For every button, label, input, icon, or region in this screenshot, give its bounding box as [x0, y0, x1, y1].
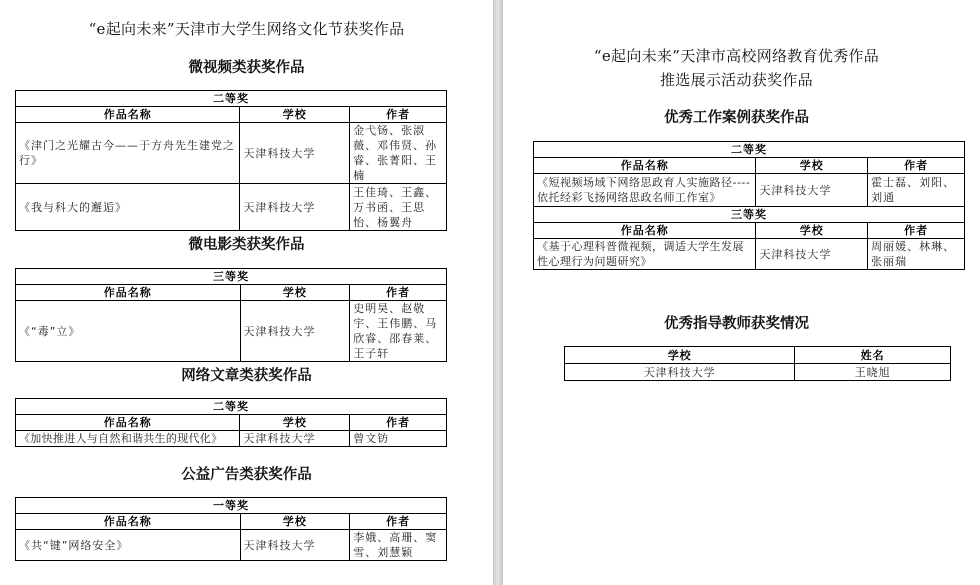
work-case-award-table [533, 141, 965, 270]
table-row [534, 239, 965, 270]
award-level: 二等奖 [16, 399, 447, 415]
col-header-work: 作品名称 [16, 285, 241, 301]
section-heading-public-ad: 公益广告类获奖作品 [181, 467, 312, 483]
col-header-work: 作品名称 [16, 107, 240, 123]
table-row [16, 530, 447, 561]
instructor-award-table [564, 346, 951, 381]
school-name: 天津科技大学 [565, 364, 795, 381]
table-row [16, 431, 447, 447]
col-header-school: 学校 [240, 107, 350, 123]
col-header-work: 作品名称 [16, 415, 240, 431]
micro-video-award-table [15, 90, 447, 231]
table-row [16, 301, 447, 362]
col-header-author: 作者 [868, 223, 965, 239]
table-row [534, 174, 965, 207]
school-name: 天津科技大学 [240, 123, 350, 184]
section-heading-online-article: 网络文章类获奖作品 [181, 368, 312, 384]
award-level: 二等奖 [534, 142, 965, 158]
work-title: 《短视频场域下网络思政育人实施路径----依托经彩飞扬网络思政名师工作室》 [534, 174, 756, 207]
author-list: 李娥、高珊、窦雪、刘慧颖 [350, 530, 447, 561]
table-row [565, 364, 951, 381]
col-header-author: 作者 [350, 514, 447, 530]
col-header-author: 作者 [350, 285, 447, 301]
col-header-author: 作者 [350, 415, 447, 431]
school-name: 天津科技大学 [240, 184, 350, 231]
work-title: 《我与科大的邂逅》 [16, 184, 240, 231]
col-header-school: 学校 [240, 415, 350, 431]
col-header-school: 学校 [756, 223, 868, 239]
online-article-award-table [15, 398, 447, 447]
col-header-author: 作者 [350, 107, 447, 123]
author-list: 曾文钫 [350, 431, 447, 447]
page-title-line2: 推选展示活动获奖作品 [659, 71, 813, 89]
work-title: 《加快推进人与自然和谐共生的现代化》 [16, 431, 240, 447]
section-heading-micro-video: 微视频类获奖作品 [188, 60, 305, 76]
col-header-work: 作品名称 [16, 514, 241, 530]
micro-film-award-table [15, 268, 447, 362]
col-header-work: 作品名称 [534, 223, 756, 239]
school-name: 天津科技大学 [240, 431, 350, 447]
page-title: “e起向未来”天津市大学生网络文化节获奖作品 [88, 20, 405, 38]
school-name: 天津科技大学 [240, 530, 350, 561]
col-header-name: 姓名 [795, 347, 951, 364]
author-list: 金弋钖、张淑薇、邓伟贤、孙睿、张菁阳、王楠 [350, 123, 447, 184]
section-heading-instructors: 优秀指导教师获奖情况 [664, 316, 809, 332]
section-heading-work-cases: 优秀工作案例获奖作品 [664, 110, 809, 126]
school-name: 天津科技大学 [240, 301, 350, 362]
page-title-line1: “e起向未来”天津市高校网络教育优秀作品 [593, 47, 880, 65]
instructor-name: 王晓旭 [795, 364, 951, 381]
work-title: 《基于心理科普微视频，调适大学生发展性心理行为问题研究》 [534, 239, 756, 270]
table-row [16, 184, 447, 231]
work-title: 《“毒”立》 [16, 301, 241, 362]
author-list: 周丽媛、林琳、张丽瑞 [868, 239, 965, 270]
award-level: 一等奖 [16, 498, 447, 514]
school-name: 天津科技大学 [756, 174, 868, 207]
section-heading-micro-film: 微电影类获奖作品 [188, 237, 305, 253]
col-header-school: 学校 [565, 347, 795, 364]
author-list: 霍士磊、刘阳、刘通 [868, 174, 965, 207]
document-page-right [503, 0, 980, 585]
table-row [16, 123, 447, 184]
public-ad-award-table [15, 497, 447, 561]
award-level: 三等奖 [534, 207, 965, 223]
school-name: 天津科技大学 [756, 239, 868, 270]
col-header-school: 学校 [756, 158, 868, 174]
author-list: 王佳琦、王鑫、万书函、王思怡、杨翼舟 [350, 184, 447, 231]
award-level: 二等奖 [16, 91, 447, 107]
col-header-school: 学校 [240, 285, 350, 301]
col-header-school: 学校 [240, 514, 350, 530]
col-header-work: 作品名称 [534, 158, 756, 174]
author-list: 史明昊、赵敬宇、王伟鹏、马欣睿、邵春莱、王子轩 [350, 301, 447, 362]
work-title: 《津门之光耀古今——于方舟先生建党之行》 [16, 123, 240, 184]
award-level: 三等奖 [16, 269, 447, 285]
work-title: 《共“键”网络安全》 [16, 530, 241, 561]
col-header-author: 作者 [868, 158, 965, 174]
